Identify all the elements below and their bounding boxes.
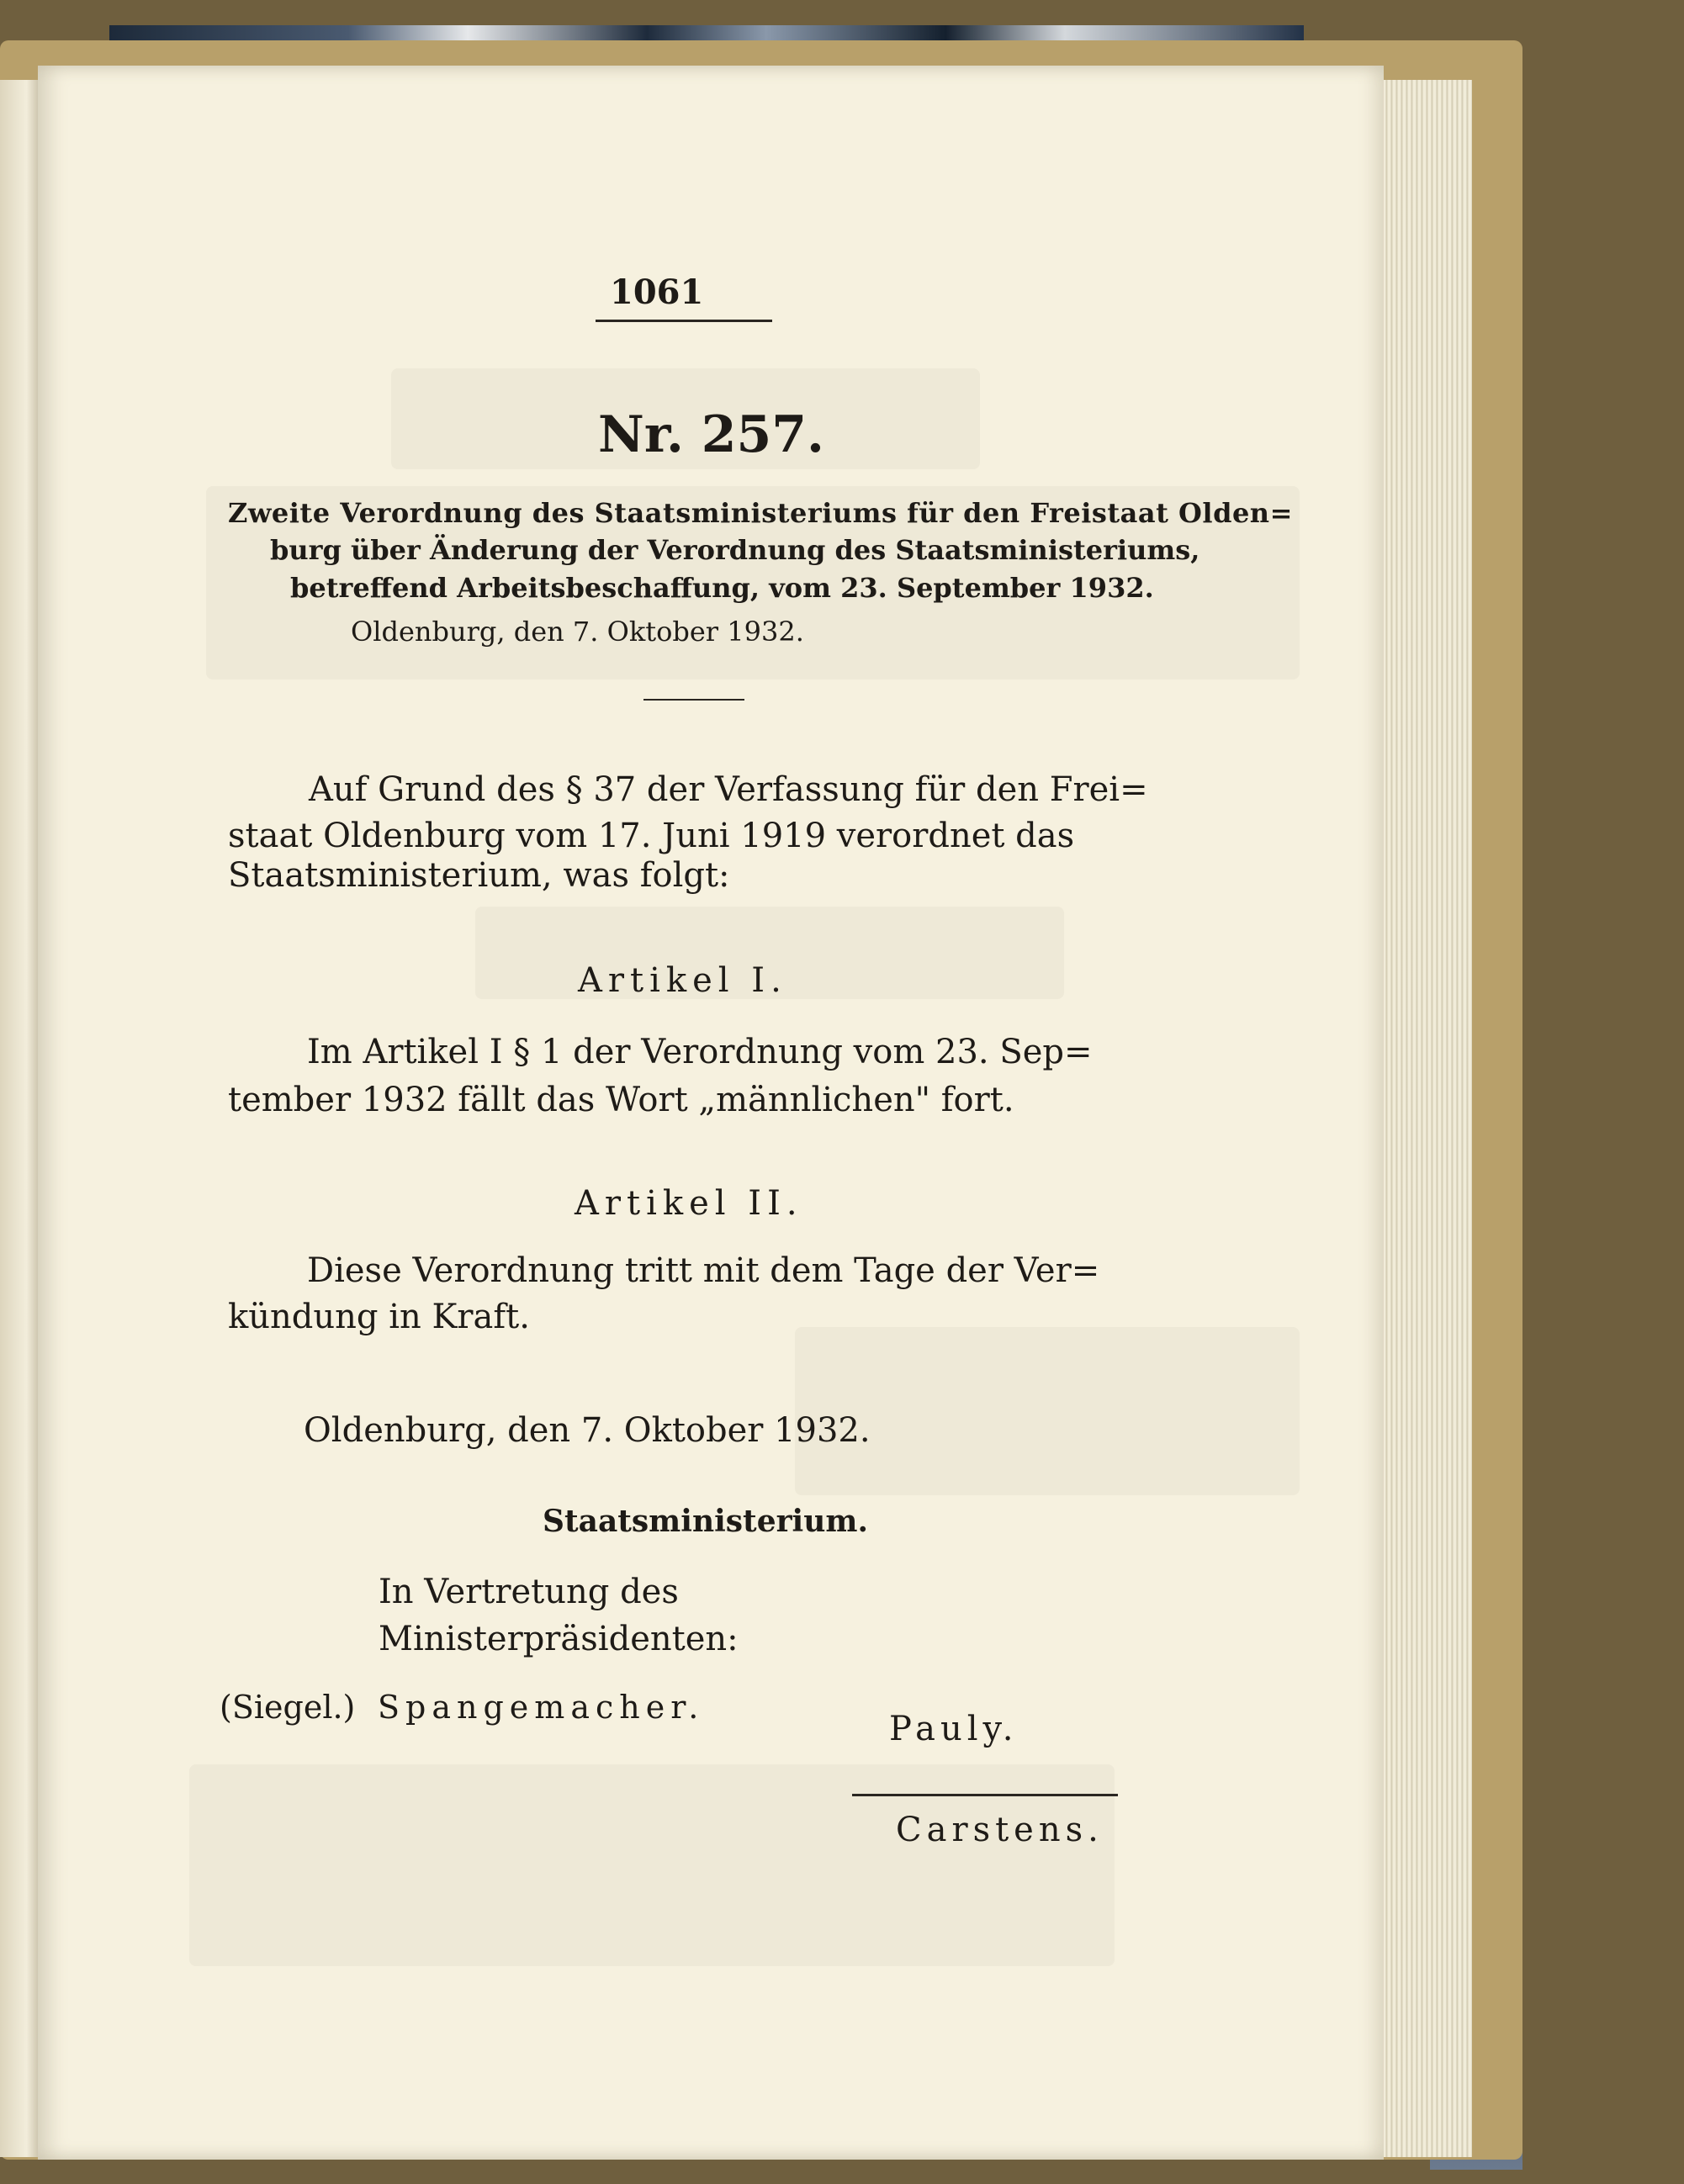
closing-place-date: Oldenburg, den 7. Oktober 1932. bbox=[304, 1411, 871, 1450]
preamble-line-2: staat Oldenburg vom 17. Juni 1919 verordnet das bbox=[228, 817, 1075, 855]
seal-label: (Siegel.) bbox=[220, 1689, 356, 1726]
page-number: 1061 bbox=[610, 272, 704, 312]
heading-line-1: Zweite Verordnung des Staatsministeriums für den Freistaat Olden= bbox=[228, 497, 1293, 529]
deputy-line-2: Ministerpräsidenten: bbox=[379, 1620, 739, 1658]
document-page bbox=[38, 66, 1384, 2160]
article-2-title: Artikel II. bbox=[575, 1184, 803, 1223]
article-1-line-1: Im Artikel I § 1 der Verordnung vom 23. Sep= bbox=[307, 1033, 1093, 1071]
left-page-edge bbox=[0, 80, 38, 2157]
article-2-line-1: Diese Verordnung tritt mit dem Tage der Ver= bbox=[307, 1251, 1100, 1290]
ministry-signature: Staatsministerium. bbox=[543, 1504, 869, 1539]
heading-line-2: burg über Änderung der Verordnung des Staatsministeriums, bbox=[270, 534, 1200, 566]
signature-rule bbox=[852, 1794, 1118, 1796]
signer-carstens: Carstens. bbox=[896, 1811, 1104, 1849]
heading-line-3: betreffend Arbeitsbeschaffung, vom 23. September 1932. bbox=[290, 572, 1154, 604]
page-number-rule bbox=[596, 320, 772, 322]
deputy-line-1: In Vertretung des bbox=[379, 1573, 679, 1611]
signer-spangemacher: Spangemacher. bbox=[378, 1689, 705, 1726]
article-1-line-2: tember 1932 fällt das Wort „männlichen" fort. bbox=[228, 1081, 1014, 1119]
heading-date: Oldenburg, den 7. Oktober 1932. bbox=[351, 616, 804, 648]
heading-rule bbox=[643, 699, 744, 701]
article-2-line-2: kündung in Kraft. bbox=[228, 1298, 530, 1336]
decree-number: Nr. 257. bbox=[598, 405, 824, 464]
article-1-title: Artikel I. bbox=[578, 961, 787, 1000]
preamble-line-3: Staatsministerium, was folgt: bbox=[228, 856, 730, 895]
signer-pauly: Pauly. bbox=[889, 1710, 1019, 1748]
preamble-line-1: Auf Grund des § 37 der Verfassung für den Frei= bbox=[309, 770, 1148, 809]
